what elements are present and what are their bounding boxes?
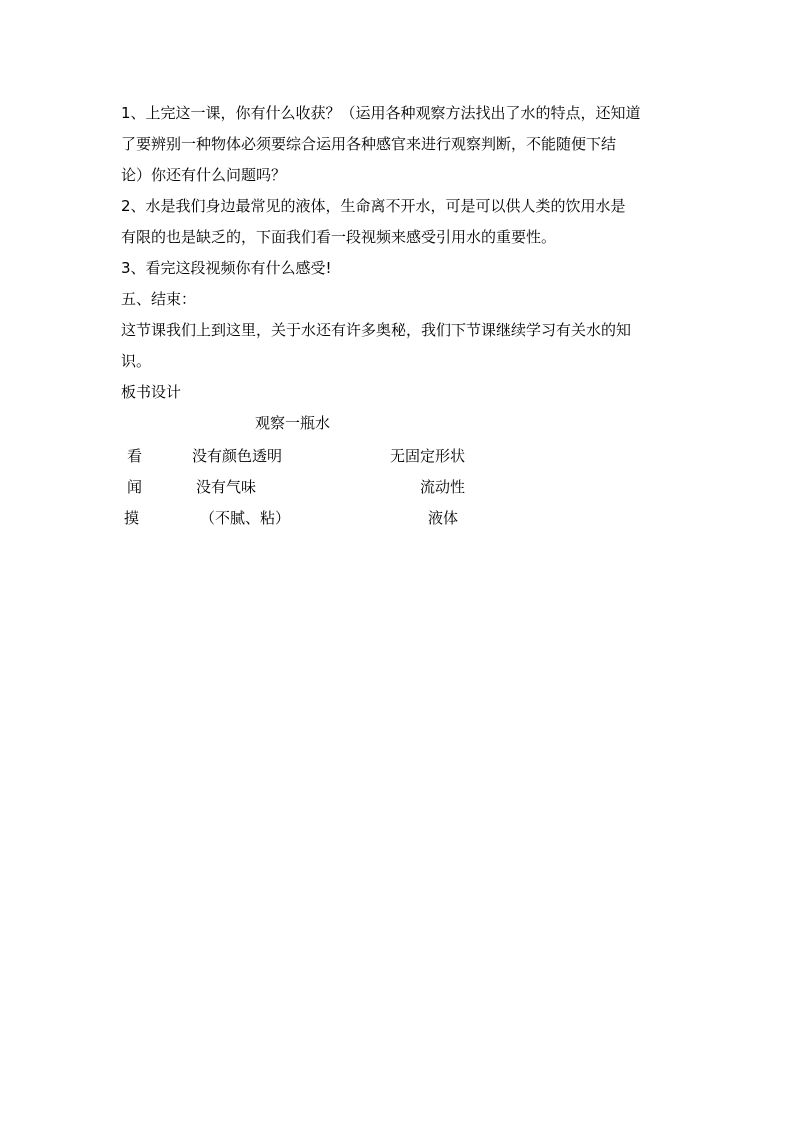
- question-2-line-1: 2、水是我们身边最常见的液体，生命离不开水，可是可以供人类的饮用水是: [121, 197, 626, 215]
- question-1-line-2: 了要辨别一种物体必须要综合运用各种感官来进行观察判断，不能随便下结: [121, 135, 617, 153]
- board-property-liquid: 液体: [428, 509, 459, 527]
- question-2-line-2: 有限的也是缺乏的，下面我们看一段视频来感受引用水的重要性。: [121, 228, 557, 246]
- board-sense-smell: 闻: [127, 478, 143, 496]
- board-property-shape: 无固定形状: [390, 447, 466, 465]
- board-title: 观察一瓶水: [255, 414, 331, 432]
- board-observation-smell: 没有气味: [196, 478, 257, 496]
- board-observation-look: 没有颜色透明: [192, 447, 283, 465]
- board-sense-look: 看: [127, 447, 143, 465]
- closing-line-2: 识。: [121, 352, 152, 370]
- question-3: 3、看完这段视频你有什么感受!: [121, 259, 332, 277]
- board-property-flow: 流动性: [420, 478, 466, 496]
- board-sense-touch: 摸: [124, 509, 140, 527]
- board-observation-touch: （不腻、粘）: [200, 509, 291, 527]
- question-1-line-1: 1、上完这一课，你有什么收获？（运用各种观察方法找出了水的特点，还知道: [121, 104, 641, 122]
- section-5-heading: 五、结束：: [121, 290, 197, 308]
- question-1-line-3: 论）你还有什么问题吗？: [121, 166, 287, 184]
- board-design-heading: 板书设计: [121, 383, 182, 401]
- closing-line-1: 这节课我们上到这里，关于水还有许多奥秘，我们下节课继续学习有关水的知: [121, 321, 632, 339]
